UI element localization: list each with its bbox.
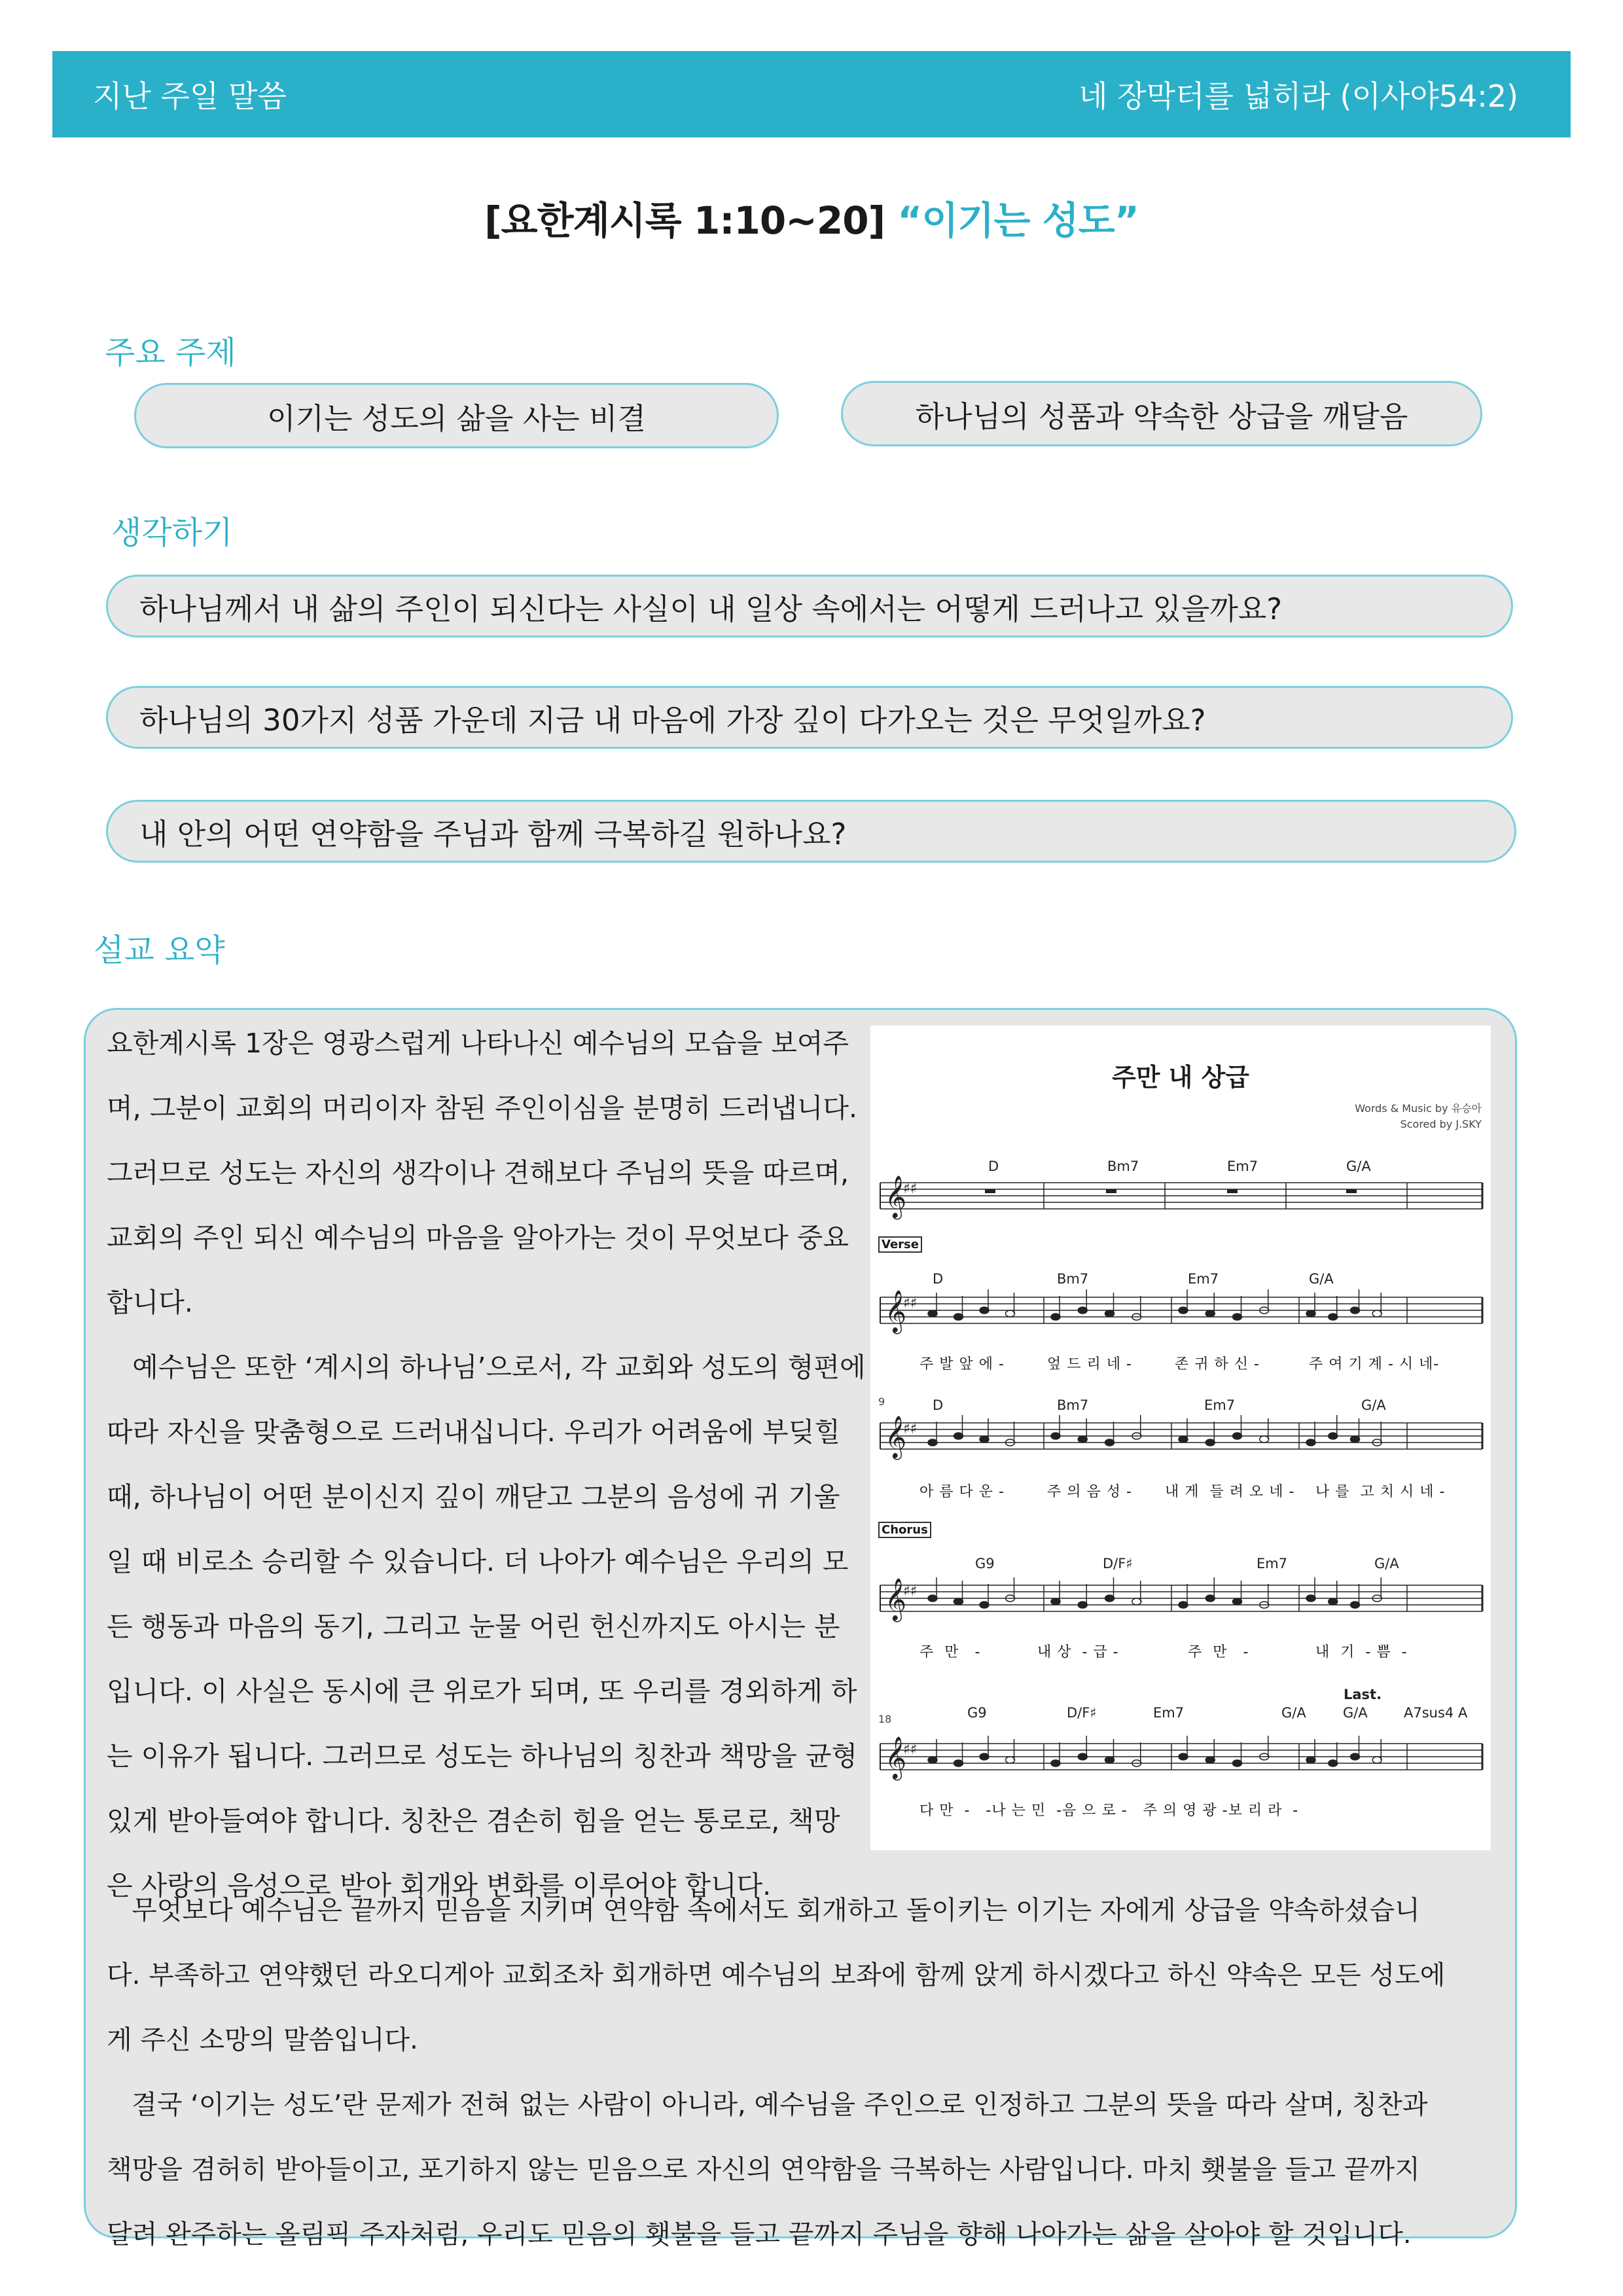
chord: G/A — [1343, 1705, 1368, 1721]
topic-text: 하나님의 성품과 약속한 상급을 깨달음 — [915, 399, 1408, 434]
chord: G/A — [1346, 1158, 1371, 1174]
note-head — [980, 1602, 989, 1608]
key-signature: ♯♯ — [903, 1295, 918, 1312]
summary-line: 있게 받아들여야 합니다. 칭찬은 겸손히 힘을 얻는 통로로, 책망 — [107, 1805, 840, 1837]
summary-line: 책망을 겸허히 받아들이고, 포기하지 않는 믿음으로 자신의 연약함을 극복하는 사람입니다. 마치 횃불을 들고 끝까지 — [107, 2155, 1420, 2185]
note-head — [1179, 1753, 1188, 1760]
topic-text: 이기는 성도의 삶을 사는 비결 — [267, 401, 646, 436]
summary-full-width — [107, 1878, 1507, 2267]
summary-line: 무엇보다 예수님은 끝까지 믿음을 지키며 연약함 속에서도 회개하고 돌이키는 이기는 자에게 상급을 약속하셨습니 — [107, 1895, 1420, 1926]
note-head — [1306, 1757, 1315, 1763]
summary-line: 며, 그분이 교회의 머리이자 참된 주인이심을 분명히 드러냅니다. — [107, 1092, 858, 1124]
note-head — [1105, 1439, 1115, 1446]
chord: G9 — [967, 1705, 987, 1721]
sheet-credit-score: Scored by J.SKY — [1400, 1118, 1482, 1130]
lyric: 주 여 기 계 - 시 네- — [1309, 1356, 1440, 1372]
question-pill — [106, 800, 1516, 863]
summary-line: 예수님은 또한 ‘계시의 하나님’으로서, 각 교회와 성도의 형편에 — [107, 1352, 866, 1383]
reflect-label: 생각하기 — [111, 514, 233, 551]
note-head — [1372, 1757, 1382, 1763]
sheet-credit — [1355, 1101, 1482, 1132]
key-signature: ♯♯ — [903, 1742, 918, 1758]
note-head — [1233, 1433, 1242, 1439]
header-bar — [52, 51, 1571, 137]
note-head — [1329, 1598, 1338, 1605]
note-head — [1105, 1595, 1115, 1602]
lyric: 주 만 - — [919, 1644, 981, 1660]
treble-clef: 𝄞 — [885, 1578, 907, 1621]
lyric: 존 귀 하 신 - — [1175, 1356, 1260, 1372]
header-right: 네 장막터를 넓히라 (이사야54:2) — [1079, 79, 1518, 114]
note-head — [1051, 1760, 1060, 1767]
note-head — [1205, 1439, 1215, 1446]
summary-label: 설교 요약 — [94, 932, 225, 969]
question-text: 내 안의 어떤 연약함을 주님과 함께 극복하길 원하나요? — [139, 816, 847, 852]
note-head — [1372, 1310, 1382, 1317]
note-head — [1179, 1436, 1188, 1443]
note-head — [1233, 1598, 1242, 1605]
note-head — [1051, 1598, 1060, 1605]
note-head — [928, 1310, 937, 1317]
chord: G/A — [1281, 1705, 1306, 1721]
summary-line: 요한계시록 1장은 영광스럽게 나타나신 예수님의 모습을 보여주 — [107, 1028, 849, 1059]
note-head — [1105, 1310, 1115, 1317]
treble-clef: 𝄞 — [885, 1290, 907, 1333]
question-pill — [106, 686, 1513, 749]
chord: Em7 — [1257, 1556, 1288, 1571]
note-head — [1233, 1760, 1242, 1767]
note-head — [1105, 1757, 1115, 1763]
note-head — [1306, 1595, 1315, 1602]
key-signature: ♯♯ — [903, 1583, 918, 1600]
chord: Bm7 — [1107, 1158, 1139, 1174]
chord: D — [933, 1397, 944, 1413]
chord: G/A — [1309, 1271, 1334, 1287]
note-head — [1351, 1436, 1360, 1443]
lyric: 내 기 - 쁨 - — [1315, 1644, 1408, 1660]
chord: Bm7 — [1057, 1271, 1089, 1287]
header-left: 지난 주일 말씀 — [93, 79, 287, 114]
lyric: 내 상 - 급 - — [1037, 1644, 1119, 1660]
note-head — [1306, 1310, 1315, 1317]
topic-pill — [134, 383, 779, 448]
whole-rest — [1346, 1189, 1357, 1193]
lyric: 나 를 고 치 시 네 - — [1315, 1484, 1446, 1500]
question-text: 하나님의 30가지 성품 가운데 지금 내 마음에 가장 깊이 다가오는 것은 무엇일까요? — [139, 702, 1206, 738]
summary-line: 따라 자신을 맞춤형으로 드러내십니다. 우리가 어려움에 부딪힐 — [107, 1416, 840, 1448]
note-head — [1205, 1595, 1215, 1602]
note-head — [1260, 1436, 1269, 1443]
note-head — [1329, 1433, 1338, 1439]
lyric: 주 의 음 성 - — [1047, 1484, 1132, 1500]
summary-line: 달려 완주하는 올림픽 주자처럼, 우리도 믿음의 횃불을 들고 끝까지 주님을 향해 나아가는 삶을 살아야 할 것입니다. — [107, 2219, 1412, 2250]
lyric: 다 만 - -나 는 민 -음 으 로 - 주 의 영 광 -보 리 라 - — [919, 1803, 1299, 1819]
verse-tag: Verse — [878, 1236, 922, 1253]
summary-line: 다. 부족하고 연약했던 라오디게아 교회조차 회개하면 예수님의 보좌에 함께 앉게 하시겠다고 하신 약속은 모든 성도에 — [107, 1960, 1446, 1990]
key-signature: ♯♯ — [903, 1181, 918, 1197]
lyric: 엎 드 리 네 - — [1047, 1356, 1132, 1372]
note-head — [1006, 1757, 1015, 1763]
treble-clef: 𝄞 — [885, 1416, 907, 1458]
summary-line: 결국 ‘이기는 성도’란 문제가 전혀 없는 사람이 아니라, 예수님을 주인으로 인정하고 그분의 뜻을 따라 살며, 칭찬과 — [107, 2090, 1428, 2120]
note-head — [1306, 1439, 1315, 1446]
chord: G/A — [1374, 1556, 1399, 1571]
sheet-music — [870, 1026, 1491, 1850]
note-head — [980, 1307, 989, 1314]
note-head — [1351, 1753, 1360, 1760]
summary-line: 합니다. — [107, 1287, 193, 1318]
chord: A7sus4 A — [1404, 1705, 1468, 1721]
note-head — [1006, 1310, 1015, 1317]
chord: G/A — [1361, 1397, 1386, 1413]
note-head — [928, 1595, 937, 1602]
staff-lines — [870, 1026, 1491, 1850]
note-head — [1132, 1598, 1141, 1605]
note-head — [980, 1753, 989, 1760]
summary-line: 때, 하나님이 어떤 분이신지 깊이 깨닫고 그분의 음성에 귀 기울 — [107, 1481, 840, 1513]
chord: Em7 — [1153, 1705, 1185, 1721]
topic-pill — [841, 381, 1482, 446]
title-quote: “이기는 성도” — [897, 198, 1139, 243]
sheet-credit-words: Words & Music by 유승아 — [1355, 1102, 1482, 1115]
chord: Em7 — [1188, 1271, 1219, 1287]
summary-line: 은 사랑의 음성으로 받아 회개와 변화를 이루어야 합니다. — [107, 1870, 772, 1901]
question-text: 하나님께서 내 삶의 주인이 되신다는 사실이 내 일상 속에서는 어떻게 드러나고 있을까요? — [139, 591, 1283, 626]
title-ref: [요한계시록 1:10~20] — [484, 198, 885, 243]
lyric: 아 름 다 운 - — [919, 1484, 1005, 1500]
note-head — [1051, 1314, 1060, 1320]
summary-line: 일 때 비로소 승리할 수 있습니다. 더 나아가 예수님은 우리의 모 — [107, 1546, 849, 1577]
note-head — [1078, 1753, 1087, 1760]
summary-line: 든 행동과 마음의 동기, 그리고 눈물 어린 헌신까지도 아시는 분 — [107, 1611, 840, 1642]
note-head — [1205, 1757, 1215, 1763]
summary-line: 교회의 주인 되신 예수님의 마음을 알아가는 것이 무엇보다 중요 — [107, 1222, 849, 1253]
summary-line: 게 주신 소망의 말씀입니다. — [107, 2025, 418, 2055]
chord: D/F♯ — [1103, 1556, 1133, 1571]
note-head — [1051, 1433, 1060, 1439]
sheet-title: 주만 내 상급 — [1112, 1063, 1249, 1092]
note-head — [1078, 1602, 1087, 1608]
chord: D — [988, 1158, 999, 1174]
treble-clef: 𝄞 — [885, 1736, 907, 1779]
summary-line: 그러므로 성도는 자신의 생각이나 견해보다 주님의 뜻을 따르며, — [107, 1157, 849, 1189]
note-head — [954, 1433, 963, 1439]
chord: Em7 — [1204, 1397, 1236, 1413]
whole-rest — [1227, 1189, 1238, 1193]
lyric: 내 게 들 려 오 네 - — [1165, 1484, 1295, 1500]
note-head — [1329, 1314, 1338, 1320]
summary-line: 는 이유가 됩니다. 그러므로 성도는 하나님의 칭찬과 책망을 균형 — [107, 1740, 858, 1772]
chord: Em7 — [1227, 1158, 1258, 1174]
note-head — [954, 1314, 963, 1320]
note-head — [928, 1439, 937, 1446]
note-head — [1351, 1602, 1360, 1608]
chord: D — [933, 1271, 944, 1287]
lyric: 주 발 앞 에 - — [919, 1356, 1005, 1372]
bar-number: 9 — [878, 1395, 885, 1408]
question-pill — [106, 575, 1513, 637]
note-head — [954, 1760, 963, 1767]
treble-clef: 𝄞 — [885, 1175, 907, 1218]
note-head — [980, 1436, 989, 1443]
note-head — [1233, 1314, 1242, 1320]
main-topics-label: 주요 주제 — [105, 334, 236, 371]
note-head — [1179, 1307, 1188, 1314]
key-signature: ♯♯ — [903, 1421, 918, 1437]
chord: G9 — [975, 1556, 995, 1571]
summary-line: 입니다. 이 사실은 동시에 큰 위로가 되며, 또 우리를 경외하게 하 — [107, 1676, 857, 1707]
chord: Bm7 — [1057, 1397, 1089, 1413]
page-title — [0, 190, 1623, 245]
last-label: Last. — [1344, 1687, 1382, 1702]
note-head — [1329, 1760, 1338, 1767]
bar-number: 18 — [878, 1713, 892, 1725]
note-head — [1351, 1307, 1360, 1314]
chord: D/F♯ — [1067, 1705, 1097, 1721]
summary-left-column — [107, 1011, 866, 1918]
note-head — [1078, 1307, 1087, 1314]
note-head — [1078, 1436, 1087, 1443]
note-head — [1205, 1310, 1215, 1317]
whole-rest — [1106, 1189, 1116, 1193]
lyric: 주 만 - — [1188, 1644, 1249, 1660]
whole-rest — [985, 1189, 995, 1193]
note-head — [1179, 1602, 1188, 1608]
note-head — [928, 1757, 937, 1763]
note-head — [954, 1598, 963, 1605]
chorus-tag: Chorus — [878, 1522, 931, 1538]
